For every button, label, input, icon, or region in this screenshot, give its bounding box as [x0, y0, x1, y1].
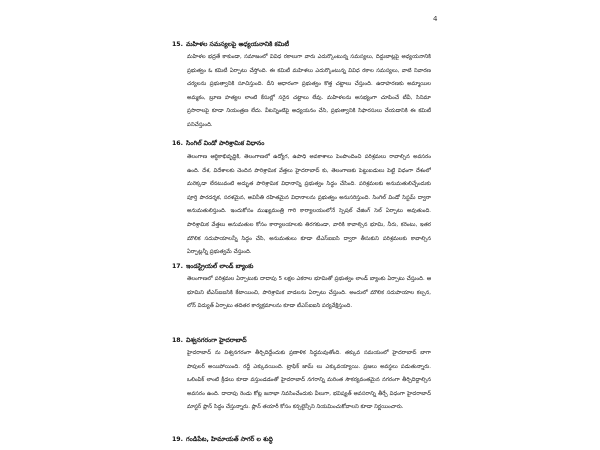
section-title: గండిపేట, హిమాయత్ సాగర్ ల శుద్ధి — [186, 436, 273, 443]
section-number: 16. — [172, 140, 183, 147]
section-number: 19. — [172, 436, 183, 443]
section-body-17: తెలంగాణలో పరిశ్రమల ఏర్పాటుకు దాదాపు 5 లక్షల ఎకరాల భూమితో ప్రభుత్వం లాండ్ బ్యాంకు ఏర్పాటు చేస్తుంది. ఆ భూమిని టీఎస్ఐఐసికి కేటాయించి, పారిశ్రామిక వాడలను ఏర్పాటు చేస్తుంది. అందులో మౌలిక సదుపాయాల కల్పన, లోన్ విద్యుత్ ఏర్పాటు తదితర కార్యక్రమాలను కూడా టీఎస్ఐఐసి పర్యవేక్షిస్తుంది. — [187, 276, 431, 310]
section-heading-16 — [172, 140, 264, 148]
section-body-18: హైదరాబాద్ ను విశ్వనగరంగా తీర్చిదిద్దేందుకు ప్రణాళిక సిద్ధమవుతోంది. తక్కువ సమయంలో హైదరాబాద్ బాగా పాపులర్ అయిపోయింది. రద్దీ ఎక్కువయింది. ట్రాఫిక్ జామ్ లు ఎక్కువయ్యాయి. ప్రజలు అవస్థలు పడుతున్నారు. ఒలింపిక్ లాంటి క్రీడలు కూడా వస్తుండడంతో హైదరాబాద్ నగరాన్ని మరింత సౌకర్యవంతమైన నగరంగా తీర్చిదిద్దాల్సిన అవసరం ఉంది. దాదాపు రెండు కోట్ల జనాభా నివసించేందుకు వీలుగా, భవిష్యత్ అవసరాన్ని తీర్చే విధంగా హైదరాబాద్ మాస్టర్ ప్లాన్ సిద్ధం చేస్తున్నారు. ప్లాన్ తయారీ కోసం కన్సల్టెన్సీని నియమించుకోవాలని కూడా నిర్ణయించారు. — [187, 350, 431, 411]
section-body-16: తెలంగాణ ఆర్థికాభివృద్ధికి, తెలంగాణలో ఉద్యోగ, ఉపాధి అవకాశాలు పెంపొందించి పరిశ్రమలు రావాల్సిన అవసరం ఉంది. దేశ, విదేశాలకు చెందిన పారిశ్రామిక వేత్తలు హైదరాబాద్ కు, తెలంగాణకు పెట్టుబడులు పెట్టి విధంగా దేశంలో మరెక్కడా లేనటువంటి అద్భుత పారిశ్రామిక విధానాన్ని ప్రభుత్వం సిద్ధం చేసింది. పరిశ్రమలకు అనుమతులిచ్చేందుకు పూర్తి పారదర్శక, సరళమైన, అవినీతి రహితమైన విధానాలను ప్రభుత్వం అనుసరిస్తుంది. సింగిల్ విండో సిస్టమ్ ద్వారా అనుమతులిస్తుంది. ఇందుకోసం ముఖ్యమంత్రి గారి కార్యాలయంలోనే స్పెషల్ చేజింగ్ సెల్ ఏర్పాటు అవుతుంది. పారిశ్రామిక వేత్తలు అనుమతుల కోసం కార్యాలయాలకు తిరగకుండా, వారికి కావాల్సిన భూమి, నీరు, కరెంటు, ఇతర మౌలిక సదుపాయాలన్నీ సిద్ధం చేసి, అనుమతులు కూడా టీఎస్ఐఐసి ద్వారా తీసుకుని పరిశ్రమలకు కావాల్సిన ఏర్పాట్లన్నీ ప్రభుత్వమే చేస్తుంది. — [187, 154, 431, 256]
section-title: ఇండస్ట్రియల్ లాండ్ బ్యాంకు — [186, 263, 254, 270]
section-number: 18. — [172, 337, 183, 344]
section-heading-18 — [172, 337, 247, 345]
page-number: 4 — [433, 15, 438, 23]
section-title: విశ్వనగరంగా హైదరాబాద్ — [186, 337, 247, 344]
section-heading-19 — [172, 436, 273, 444]
section-title: మహిళల సమస్యలపై అధ్యయనానికి కమిటీ — [186, 41, 290, 48]
section-title: సింగిల్ విండో పారిశ్రామిక విధానం — [186, 140, 265, 147]
section-number: 15. — [172, 41, 183, 48]
section-heading-15 — [172, 41, 289, 49]
section-body-15: మహిళల భద్రతే కాకుండా, సమాజంలో వివిధ రకాలుగా వారు ఎదుర్కొంటున్న సమస్యలు, దిద్దుబాట్లపై అధ్యయనానికి ప్రభుత్వం ఓ కమిటీ ఏర్పాటు చేస్తోంది. ఈ కమిటీ మహిళలు ఎదుర్కొంటున్న వివిధ రకాల సమస్యలు, వాటి నివారణ చర్యలను ప్రభుత్వానికి సూచిస్తుంది. దీని ఆధారంగా ప్రభుత్వం కొత్త చట్టాలు చేస్తుంది. ఉదాహరణకు అమ్మాయిల అమ్మకం, బ్రూణ హత్యల లాంటి కేసుల్లో సరైన చట్టాలు లేవు. మహిళలను అసభ్యంగా చూపించే టీవీ, సినిమా ప్రసారాలపై కూడా నియంత్రణ లేదు. వీటన్నింటిపై అధ్యయనం చేసి, ప్రభుత్వానికి సిఫారసులు చేయడానికి ఈ కమిటీ పనిచేస్తుంది. — [187, 54, 431, 128]
section-heading-17 — [172, 263, 253, 271]
section-number: 17. — [172, 263, 183, 270]
